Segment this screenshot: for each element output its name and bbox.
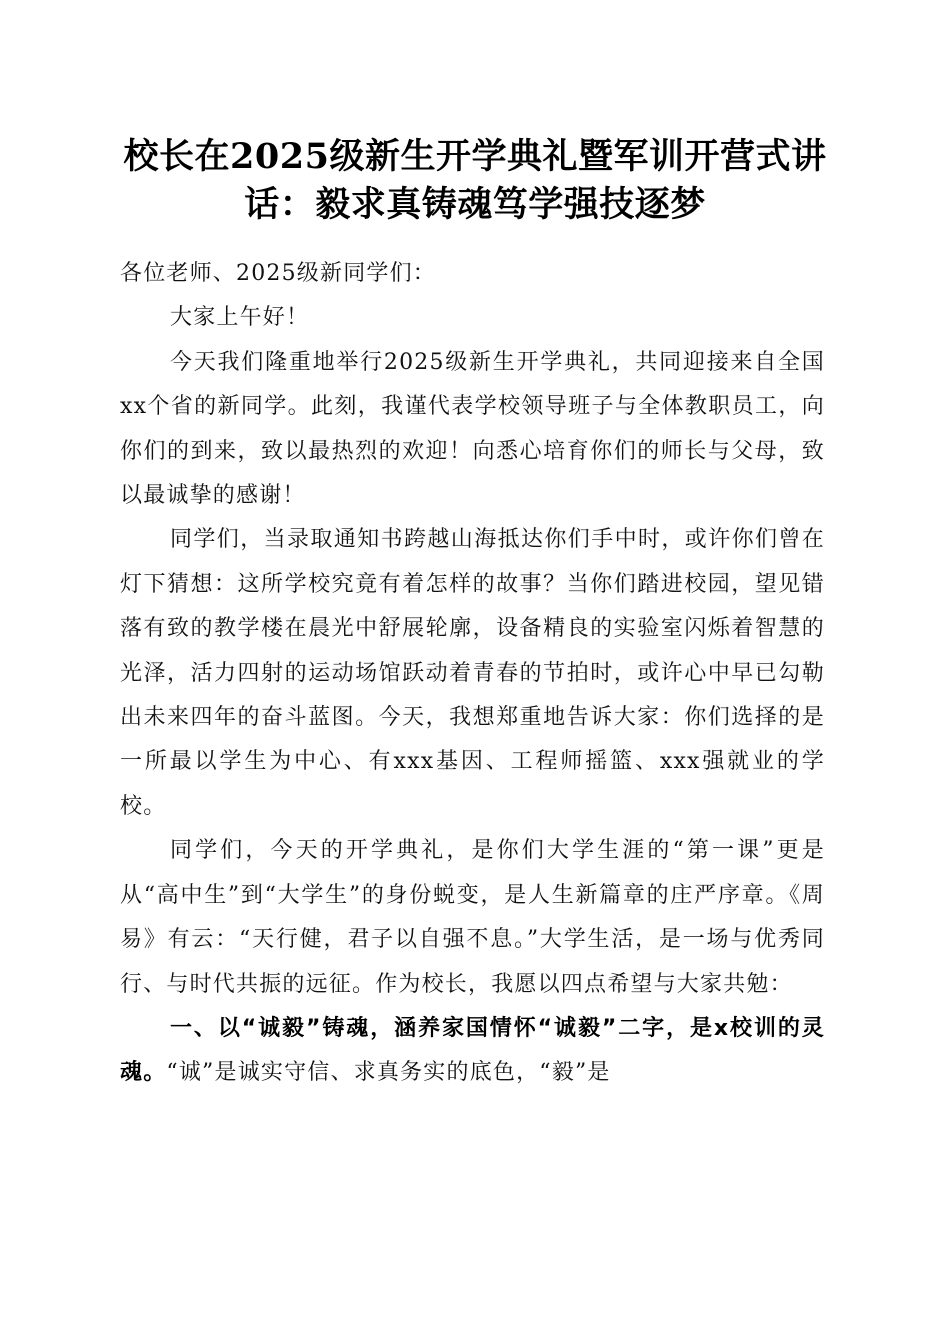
document-title: 校长在2025级新生开学典礼暨军训开营式讲话：毅求真铸魂笃学强技逐梦 [123, 136, 827, 225]
section-one-heading: 一、以“诚毅”铸魂，涵养家国情怀“诚毅”二字，是x校训的灵魂。 [120, 1015, 825, 1086]
section-one-paragraph [120, 1007, 825, 1096]
section-one-text: “诚”是诚实守信、求真务实的底色，“毅”是 [166, 1060, 611, 1086]
greeting: 大家上午好！ [170, 305, 310, 331]
paragraph-first-lesson: 同学们，今天的开学典礼，是你们大学生涯的“第一课”更是从“高中生”到“大学生”的身份蜕变，是人生新篇章的庄严序章。《周易》有云：“天行健，君子以自强不息。”大学生活，是一场与优秀同行、与时代共振的远征。作为校长，我愿以四点希望与大家共勉： [120, 838, 825, 997]
salutation: 各位老师、2025级新同学们： [120, 261, 436, 286]
paragraph-campus: 同学们，当录取通知书跨越山海抵达你们手中时，或许你们曾在灯下猜想：这所学校究竟有着怎样的故事？当你们踏进校园，望见错落有致的教学楼在晨光中舒展轮廓，设备精良的实验室闪烁着智慧的光泽，活力四射的运动场馆跃动着青春的节拍时，或许心中早已勾勒出未来四年的奋斗蓝图。今天，我想郑重地告诉大家：你们选择的是一所最以学生为中心、有xxx基因、工程师摇篮、xxx强就业的学校。 [120, 527, 825, 819]
paragraph-welcome: 今天我们隆重地举行2025级新生开学典礼，共同迎接来自全国xx个省的新同学。此刻，我谨代表学校领导班子与全体教职员工，向你们的到来，致以最热烈的欢迎！向悉心培育你们的师长与父母，致以最诚挚的感谢！ [120, 349, 825, 509]
document-body [120, 252, 825, 1096]
